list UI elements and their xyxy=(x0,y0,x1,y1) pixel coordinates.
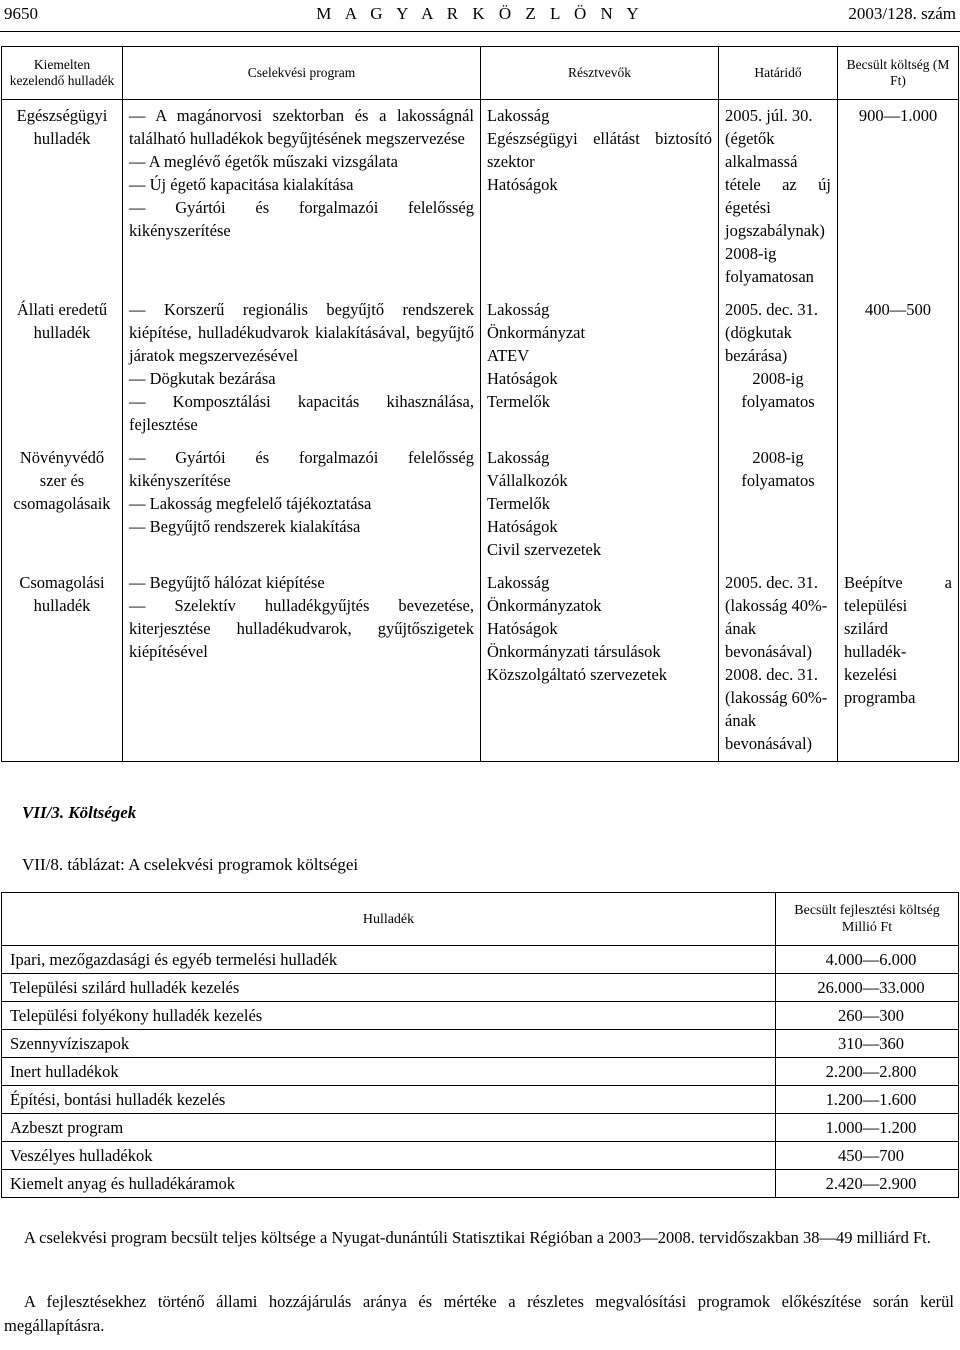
action-program-table xyxy=(1,46,959,762)
table-row xyxy=(2,1002,959,1030)
table-row xyxy=(2,442,959,567)
waste-name: Települési szilárd hulladék kezelés xyxy=(2,974,776,1002)
program-cell xyxy=(123,567,481,762)
participants-cell xyxy=(481,294,719,442)
participant: Önkormányzatok xyxy=(487,596,602,615)
participant: Termelők xyxy=(487,392,550,411)
participant: ATEV xyxy=(487,346,530,365)
deadline-item: (égetők alkalmassá tétele az új égetési jogszabálynak) xyxy=(725,129,831,240)
cost-value: 2.200—2.800 xyxy=(776,1058,959,1086)
waste-name: Inert hulladékok xyxy=(2,1058,776,1086)
waste-name: Azbeszt program xyxy=(2,1114,776,1142)
participant: Lakosság xyxy=(487,300,550,319)
waste-category: Növényvédő szer és csomagolásaik xyxy=(2,442,123,567)
program-item: — Gyártói és forgalmazói felelősség kikényszerítése xyxy=(129,198,474,240)
deadline-item: 2005. dec. 31. xyxy=(725,573,819,592)
waste-name: Települési folyékony hulladék kezelés xyxy=(2,1002,776,1030)
cost-cell: Beépítve a települési szilárd hulladék-kezelési programba xyxy=(838,567,959,762)
program-item: — Szelektív hulladékgyűjtés bevezetése, kiterjesztése hulladékudvarok, gyűjtőszigetek kiépítésével xyxy=(129,596,474,661)
program-item: — Lakosság megfelelő tájékoztatása xyxy=(129,494,372,513)
col-header-cost: Becsült fejlesztési költség Millió Ft xyxy=(776,893,959,946)
waste-name: Ipari, mezőgazdasági és egyéb termelési hulladék xyxy=(2,946,776,974)
waste-name: Építési, bontási hulladék kezelés xyxy=(2,1086,776,1114)
deadline-item: (lakosság 60%-ának bevonásával) xyxy=(725,688,828,753)
header-rule xyxy=(0,31,960,32)
col-header-program: Cselekvési program xyxy=(123,47,481,100)
deadline-cell xyxy=(719,100,838,295)
program-item: — Begyűjtő rendszerek kialakítása xyxy=(129,517,361,536)
waste-category: Egészségügyi hulladék xyxy=(2,100,123,295)
total-cost-paragraph: A cselekvési program becsült teljes költsége a Nyugat-dunántúli Statisztikai Régióban a 2003—2008. tervidőszakban 38—49 milliárd Ft. xyxy=(24,1228,931,1247)
cost-value: 4.000—6.000 xyxy=(776,946,959,974)
cost-value: 450—700 xyxy=(776,1142,959,1170)
program-item: — Komposztálási kapacitás kihasználása, fejlesztése xyxy=(129,392,474,434)
deadline-item: 2008-ig xyxy=(752,369,804,388)
participants-cell xyxy=(481,100,719,295)
participants-cell xyxy=(481,442,719,567)
cost-cell: 900—1.000 xyxy=(838,100,959,295)
deadline-item: folyamatos xyxy=(741,392,815,411)
deadline-item: 2008. dec. 31. xyxy=(725,665,819,684)
deadline-cell xyxy=(719,567,838,762)
participant: Egészségügyi ellátást biztosító szektor xyxy=(487,129,712,171)
deadline-cell xyxy=(719,442,838,567)
table-row xyxy=(2,567,959,762)
col-header-deadline: Határidő xyxy=(719,47,838,100)
table-row xyxy=(2,294,959,442)
waste-category: Csomagolási hulladék xyxy=(2,567,123,762)
section-title: VII/3. Költségek xyxy=(22,803,137,822)
waste-name: Veszélyes hulladékok xyxy=(2,1142,776,1170)
table-row xyxy=(2,1114,959,1142)
deadline-item: (dögkutak bezárása) xyxy=(725,323,792,365)
participant: Hatóságok xyxy=(487,619,558,638)
table-caption: VII/8. táblázat: A cselekvési programok költségei xyxy=(22,855,359,874)
deadline-item: (lakosság 40%-ának bevonásával) xyxy=(725,596,828,661)
table-row xyxy=(2,1086,959,1114)
participant: Önkormányzat xyxy=(487,323,586,342)
cost-value: 1.000—1.200 xyxy=(776,1114,959,1142)
deadline-item: folyamatos xyxy=(741,471,815,490)
program-item: — A meglévő égetők műszaki vizsgálata xyxy=(129,152,398,171)
page-number: 9650 xyxy=(4,4,38,23)
page-header xyxy=(0,4,960,28)
col-header-waste: Kiemelten kezelendő hulladék xyxy=(2,47,123,100)
program-cell xyxy=(123,442,481,567)
deadline-item: 2005. júl. 30. xyxy=(725,106,813,125)
program-item: — Új égető kapacitása kialakítása xyxy=(129,175,354,194)
program-cell xyxy=(123,100,481,295)
table-row xyxy=(2,1170,959,1198)
cost-value: 260—300 xyxy=(776,1002,959,1030)
table-row xyxy=(2,1030,959,1058)
deadline-cell xyxy=(719,294,838,442)
state-contribution-paragraph: A fejlesztésekhez történő állami hozzájárulás aránya és mértéke a részletes megvalósítási programok előkészítése során kerül megállapításra. xyxy=(4,1292,954,1335)
deadline-item: 2008-ig xyxy=(752,448,804,467)
cost-value: 1.200—1.600 xyxy=(776,1086,959,1114)
cost-cell: 400—500 xyxy=(838,294,959,442)
cost-value: 310—360 xyxy=(776,1030,959,1058)
cost-cell xyxy=(838,442,959,567)
issue-number: 2003/128. szám xyxy=(848,4,956,23)
participant: Hatóságok xyxy=(487,175,558,194)
participant: Lakosság xyxy=(487,573,550,592)
table-row xyxy=(2,1058,959,1086)
program-item: — Gyártói és forgalmazói felelősség kikényszerítése xyxy=(129,448,474,490)
participant: Hatóságok xyxy=(487,517,558,536)
deadline-item: 2008-ig folyamatosan xyxy=(725,244,814,286)
participant: Civil szervezetek xyxy=(487,540,602,559)
cost-value: 26.000—33.000 xyxy=(776,974,959,1002)
table-header-row xyxy=(2,893,959,946)
cost-value: 2.420—2.900 xyxy=(776,1170,959,1198)
table-header-row xyxy=(2,47,959,100)
program-item: — A magánorvosi szektorban és a lakosságnál található hulladékok begyűjtésének megszervezése xyxy=(129,106,474,148)
participant: Lakosság xyxy=(487,106,550,125)
table-row xyxy=(2,974,959,1002)
participants-cell xyxy=(481,567,719,762)
program-item: — Begyűjtő hálózat kiépítése xyxy=(129,573,325,592)
col-header-participants: Résztvevők xyxy=(481,47,719,100)
participant: Vállalkozók xyxy=(487,471,568,490)
program-cell xyxy=(123,294,481,442)
waste-name: Kiemelt anyag és hulladékáramok xyxy=(2,1170,776,1198)
table-row xyxy=(2,946,959,974)
participant: Termelők xyxy=(487,494,550,513)
publication-title: M A G Y A R K Ö Z L Ö N Y xyxy=(316,4,644,23)
participant: Lakosság xyxy=(487,448,550,467)
participant: Hatóságok xyxy=(487,369,558,388)
program-item: — Korszerű regionális begyűjtő rendszerek kiépítése, hulladékudvarok kialakításával, begyűjtő járatok megszervezésével xyxy=(129,300,474,365)
col-header-waste: Hulladék xyxy=(2,893,776,946)
participant: Önkormányzati társulások xyxy=(487,642,661,661)
participant: Közszolgáltató szervezetek xyxy=(487,665,668,684)
deadline-item: 2005. dec. 31. xyxy=(725,300,819,319)
cost-table xyxy=(1,892,959,1198)
col-header-cost: Becsült költség (M Ft) xyxy=(838,47,959,100)
table-row xyxy=(2,100,959,295)
table-row xyxy=(2,1142,959,1170)
waste-name: Szennyvíziszapok xyxy=(2,1030,776,1058)
program-item: — Dögkutak bezárása xyxy=(129,369,276,388)
waste-category: Állati eredetű hulladék xyxy=(2,294,123,442)
